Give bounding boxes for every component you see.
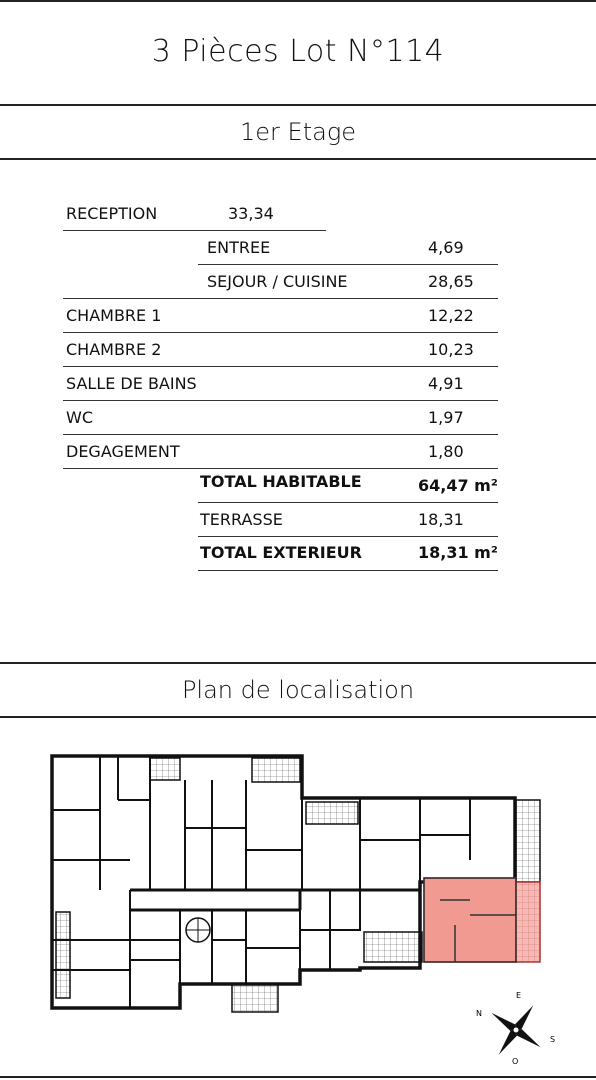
- row-rule: [198, 502, 498, 503]
- compass-rose-icon: [476, 991, 555, 1066]
- total-habitable-label: TOTAL HABITABLE: [200, 472, 362, 491]
- sejour-label: SEJOUR / CUISINE: [207, 272, 348, 291]
- chambre1-value: 12,22: [428, 306, 474, 325]
- degagement-value: 1,80: [428, 442, 464, 461]
- terrasse-value: 18,31: [418, 510, 464, 529]
- divider: [0, 716, 596, 718]
- reception-label: RECEPTION: [66, 204, 158, 223]
- row-rule: [198, 570, 498, 571]
- floor-title: 1er Etage: [240, 118, 356, 146]
- divider: [0, 104, 596, 106]
- top-border: [0, 0, 596, 2]
- chambre2-value: 10,23: [428, 340, 474, 359]
- sejour-value: 28,65: [428, 272, 474, 291]
- sdb-label: SALLE DE BAINS: [66, 374, 197, 393]
- total-habitable-value: 64,47 m²: [418, 476, 498, 495]
- row-rule: [63, 230, 326, 231]
- divider: [0, 662, 596, 664]
- plan-title: Plan de localisation: [181, 676, 415, 704]
- page-title: 3 Pièces Lot N°114: [151, 34, 445, 69]
- bottom-border: [0, 1076, 596, 1078]
- degagement-label: DEGAGEMENT: [66, 442, 180, 461]
- total-exterieur-value: 18,31 m²: [418, 543, 498, 562]
- row-rule: [63, 366, 498, 367]
- entree-value: 4,69: [428, 238, 464, 257]
- lot-highlight: [424, 878, 540, 962]
- compass-o: O: [512, 1057, 519, 1066]
- entree-label: ENTREE: [207, 238, 271, 257]
- location-plan: [0, 740, 596, 1070]
- divider: [0, 158, 596, 160]
- wc-value: 1,97: [428, 408, 464, 427]
- row-rule: [198, 536, 498, 537]
- row-rule: [63, 298, 498, 299]
- sdb-value: 4,91: [428, 374, 464, 393]
- chambre2-label: CHAMBRE 2: [66, 340, 162, 359]
- total-exterieur-label: TOTAL EXTERIEUR: [200, 543, 362, 562]
- reception-value: 33,34: [228, 204, 274, 223]
- compass-e: E: [516, 991, 522, 1000]
- row-rule: [63, 332, 498, 333]
- terrasse-label: TERRASSE: [200, 510, 283, 529]
- row-rule: [63, 468, 498, 469]
- row-rule: [198, 264, 498, 265]
- wc-label: WC: [66, 408, 93, 427]
- compass-s: S: [550, 1035, 556, 1044]
- row-rule: [63, 400, 498, 401]
- chambre1-label: CHAMBRE 1: [66, 306, 162, 325]
- compass-n: N: [476, 1009, 482, 1018]
- row-rule: [63, 434, 498, 435]
